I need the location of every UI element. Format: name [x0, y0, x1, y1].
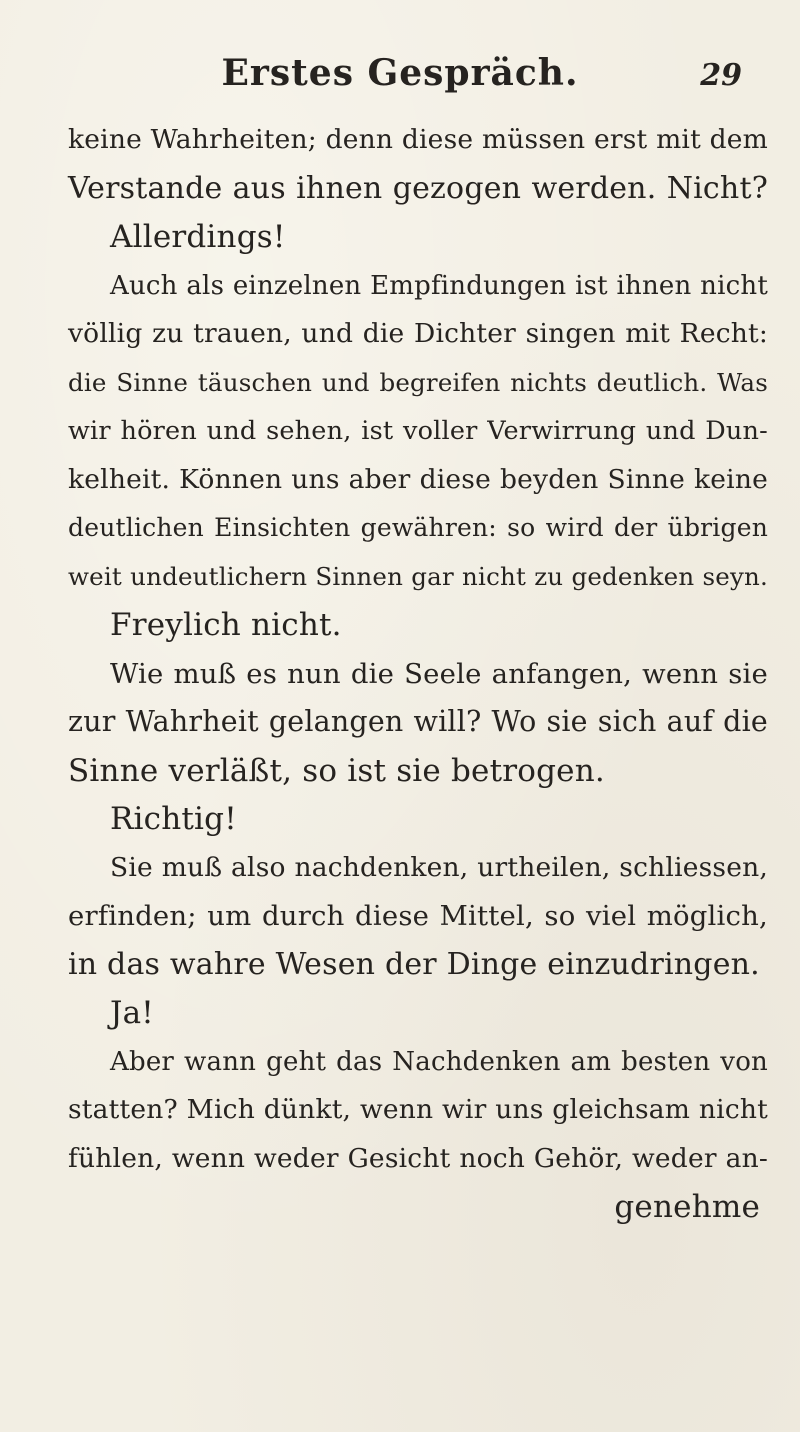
text-line: deutlichen Einsichten gewähren: so wird der übrigen	[68, 513, 768, 542]
text-line: Allerdings!	[110, 219, 286, 255]
text-line: Aber wann geht das Nachdenken am besten von	[110, 1046, 768, 1077]
running-title: Erstes Gespräch.	[221, 52, 579, 94]
text-line: zur Wahrheit gelangen will? Wo sie sich auf die	[68, 705, 768, 738]
page-header	[0, 52, 800, 100]
text-line: statten? Mich dünkt, wenn wir uns gleichsam nicht	[68, 1094, 768, 1125]
text-line: Sinne verläßt, so ist sie betrogen.	[68, 752, 605, 789]
catchword: genehme	[614, 1189, 760, 1225]
text-line: Wie muß es nun die Seele anfangen, wenn sie	[110, 657, 768, 690]
page-number: 29	[700, 58, 742, 93]
text-line: fühlen, wenn weder Gesicht noch Gehör, weder an-	[68, 1142, 768, 1174]
body-text	[68, 116, 768, 1232]
text-line: Richtig!	[110, 801, 237, 837]
text-line: wir hören und sehen, ist voller Verwirrung und Dun-	[68, 416, 768, 446]
text-line: völlig zu trauen, und die Dichter singen mit Recht:	[68, 318, 768, 349]
text-line: erfinden; um durch diese Mittel, so viel möglich,	[68, 900, 768, 932]
text-line: kelheit. Können uns aber diese beyden Sinne keine	[68, 463, 768, 495]
text-line: die Sinne täuschen und begreifen nichts deutlich. Was	[68, 367, 768, 397]
text-line: weit undeutlichern Sinnen gar nicht zu gedenken seyn.	[68, 561, 768, 591]
text-line: keine Wahrheiten; denn diese müssen erst mit dem	[68, 124, 768, 155]
text-line: Sie muß also nachdenken, urtheilen, schliessen,	[110, 851, 768, 883]
text-line: Freylich nicht.	[110, 607, 342, 643]
text-line: in das wahre Wesen der Dinge einzudringen.	[68, 946, 760, 982]
text-line: Ja!	[110, 995, 154, 1031]
text-line: Verstande aus ihnen gezogen werden. Nicht?	[68, 170, 768, 206]
text-line: Auch als einzelnen Empfindungen ist ihnen nicht	[110, 270, 768, 301]
